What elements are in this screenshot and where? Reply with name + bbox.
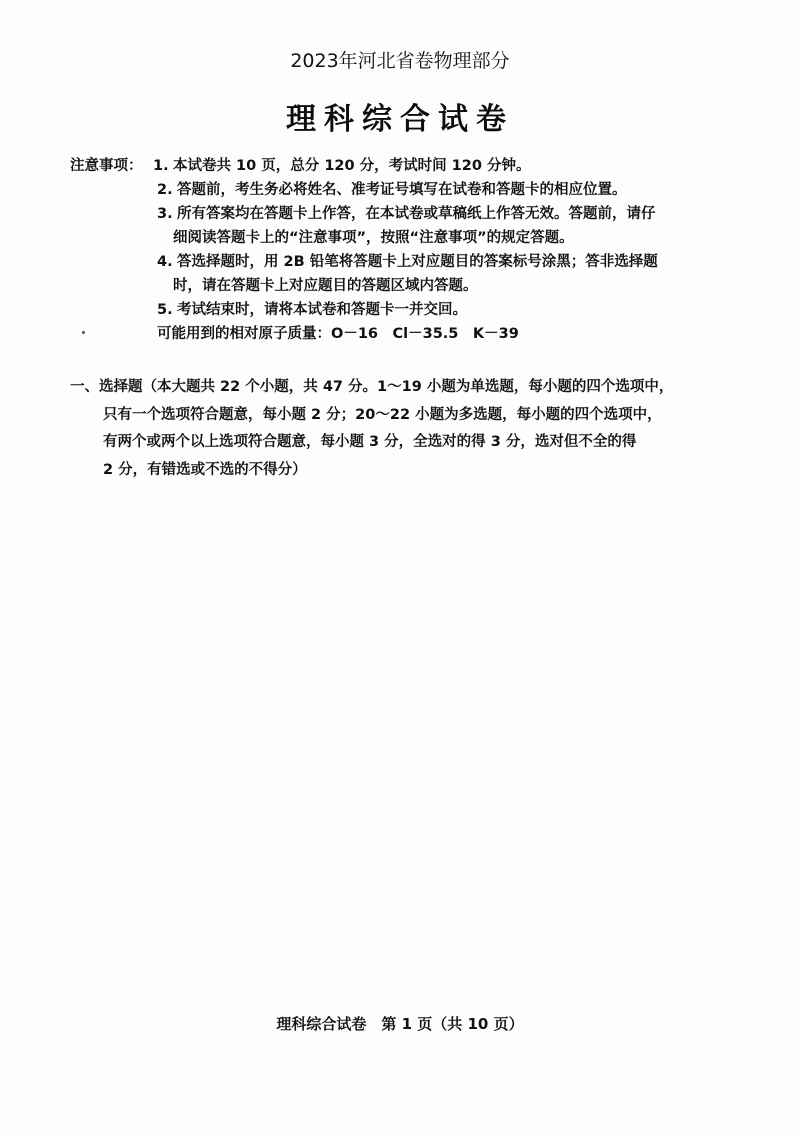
section-line: 一、选择题（本大题共 22 个小题，共 47 分。1～19 小题为单选题，每小题的四个选项中， — [70, 379, 674, 395]
notes-label: 注意事项： — [70, 158, 143, 174]
notes-item-number: 5. — [157, 302, 173, 318]
notes-item-5 — [70, 298, 760, 322]
section-one-instructions — [70, 374, 760, 484]
atomic-mass-line: 可能用到的相对原子质量：O－16 Cl－35.5 K－39 — [157, 326, 519, 342]
page-title: 理科综合试卷 — [286, 102, 514, 137]
notes-item-text: 时，请在答题卡上对应题目的答题区域内答题。 — [173, 278, 478, 294]
notes-item-number: 2. — [157, 182, 173, 198]
notes-item-text: 考试结束时，请将本试卷和答题卡一并交回。 — [177, 302, 467, 318]
notes-item-3-continued — [70, 226, 760, 250]
notes-item-4-continued — [70, 274, 760, 298]
notes-item-1 — [70, 154, 760, 178]
notes-item-3 — [70, 202, 760, 226]
notes-item-4 — [70, 250, 760, 274]
section-line: 2 分，有错选或不选的不得分） — [103, 461, 307, 478]
page-subtitle: 2023年河北省卷物理部分 — [290, 50, 510, 72]
section-line: 只有一个选项符合题意，每小题 2 分；20～22 小题为多选题，每小题的四个选项中， — [103, 406, 662, 423]
page-footer: 理科综合试卷 第 1 页（共 10 页） — [276, 1015, 524, 1033]
notes-item-2 — [70, 178, 760, 202]
scan-speck — [82, 331, 85, 334]
section-line: 有两个或两个以上选项符合题意，每小题 3 分，全选对的得 3 分，选对但不全的得 — [103, 434, 637, 450]
notes-item-text: 本试卷共 10 页，总分 120 分，考试时间 120 分钟。 — [173, 158, 531, 174]
notes-item-number: 4. — [157, 254, 173, 270]
notes-item-text: 细阅读答题卡上的“注意事项”，按照“注意事项”的规定答题。 — [173, 230, 574, 246]
notes-item-text: 所有答案均在答题卡上作答，在本试卷或草稿纸上作答无效。答题前，请仔 — [177, 206, 656, 222]
notes-item-text: 答选择题时，用 2B 铅笔将答题卡上对应题目的答案标号涂黑；答非选择题 — [177, 254, 658, 270]
notes-item-text: 答题前，考生务必将姓名、准考证号填写在试卷和答题卡的相应位置。 — [177, 182, 627, 198]
notes-item-number: 1. — [153, 158, 169, 174]
notes-section — [70, 154, 760, 346]
notes-item-number: 3. — [157, 206, 173, 222]
